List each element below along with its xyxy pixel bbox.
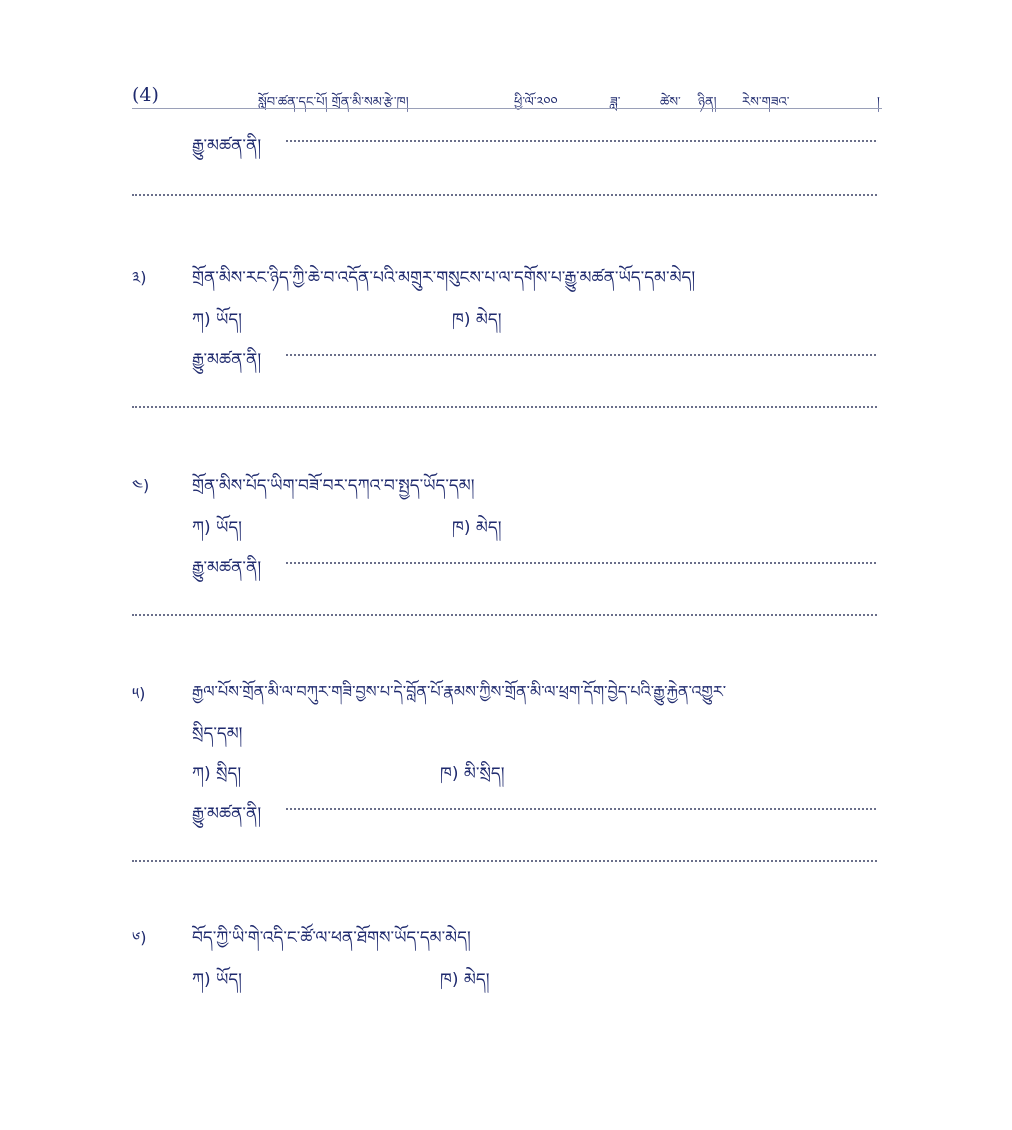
- question-text: རྒྱལ་པོས་གྲོན་མི་ལ་བཀུར་གཟི་བྱས་པ་དེ་བློན་པོ་རྣམས་ཀྱིས་གྲོན་མི་ལ་ཕྲག་དོག་བྱེད་པའི་རྒྱུ་རྐྱེན་འགྱུར་: [192, 682, 727, 701]
- option-a[interactable]: ཀ) སྲིད།: [192, 764, 242, 784]
- page-number: (4): [132, 84, 159, 106]
- header-day: ཉིན།: [698, 95, 717, 110]
- question-number: ༥): [132, 684, 146, 703]
- header-rule: [132, 108, 882, 109]
- header-shad: །: [877, 95, 880, 110]
- option-b[interactable]: ཁ) མི་སྲིད།: [440, 764, 505, 784]
- answer-dotted-line[interactable]: [132, 860, 877, 862]
- option-a[interactable]: ཀ) ཡོད།: [192, 518, 242, 538]
- reason-label: རྒྱུ་མཚན་ནི།: [192, 804, 262, 824]
- header-weekday: རེས་གཟའ་: [742, 95, 790, 110]
- option-b[interactable]: ཁ) མེད།: [452, 310, 502, 330]
- reason-dotted-line[interactable]: [286, 354, 876, 356]
- question-number: ༤): [132, 476, 150, 495]
- answer-dotted-line[interactable]: [132, 406, 877, 408]
- answer-dotted-line[interactable]: [132, 194, 877, 196]
- question-number: ༣): [132, 268, 147, 287]
- option-a[interactable]: ཀ) ཡོད།: [192, 970, 242, 990]
- question-text: གྲོན་མིས་པོད་ཡིག་བཟོ་བར་དཀའ་བ་སྤྱད་ཡོད་དམ།: [192, 476, 475, 496]
- reason-label: རྒྱུ་མཚན་ནི།: [192, 350, 262, 370]
- reason-dotted-line[interactable]: [286, 140, 876, 142]
- header-month: ཟླ་: [610, 95, 621, 110]
- option-b[interactable]: ཁ) མེད།: [440, 970, 490, 990]
- header-date: ཚེས་: [660, 95, 681, 110]
- reason-label: རྒྱུ་མཚན་ནི།: [192, 558, 262, 578]
- option-b[interactable]: ཁ) མེད།: [452, 518, 502, 538]
- reason-label: རྒྱུ་མཚན་ནི།: [192, 136, 262, 156]
- option-a[interactable]: ཀ) ཡོད།: [192, 310, 242, 330]
- header-year: ཕྱི་ལོ་༢༠༠: [514, 95, 558, 110]
- question-text-continuation: སྲིད་དམ།: [192, 724, 243, 744]
- page-header: [132, 84, 882, 108]
- answer-dotted-line[interactable]: [132, 614, 877, 616]
- question-text: གྲོན་མིས་རང་ཉིད་ཀྱི་ཆེ་བ་འདོན་པའི་མགྲུར་གསུངས་པ་ལ་དགོས་པ་རྒྱུ་མཚན་ཡོད་དམ་མེད།: [192, 268, 696, 288]
- header-title: སློབ་ཚན་དང་པོ། གྲོན་མི་སམ་རྩེ་ཁ།: [258, 95, 409, 110]
- reason-dotted-line[interactable]: [286, 562, 876, 564]
- question-text: བོད་ཀྱི་ཡི་གེ་འདི་ང་ཚོ་ལ་ཕན་ཐོགས་ཡོད་དམ་མེད།: [192, 928, 471, 948]
- reason-dotted-line[interactable]: [286, 808, 876, 810]
- question-number: ༦): [132, 928, 147, 947]
